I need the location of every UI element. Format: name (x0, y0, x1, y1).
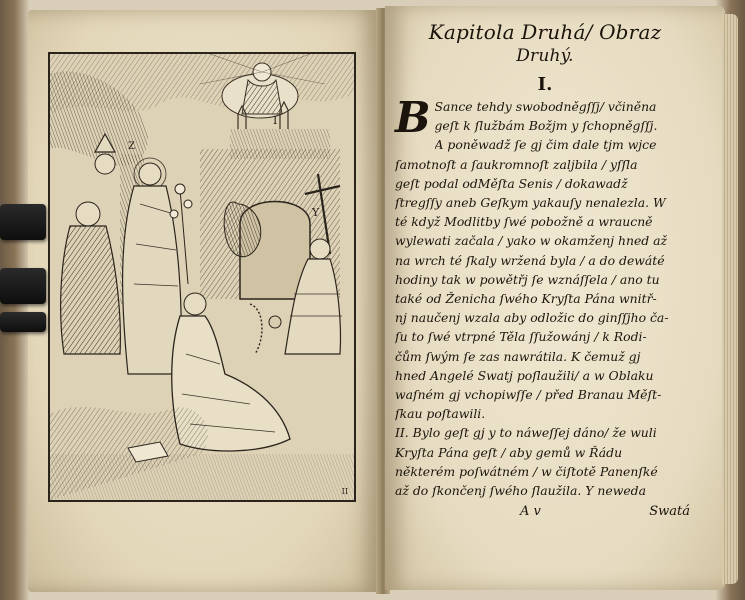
chapter-heading (395, 20, 695, 68)
section-number: I. (537, 74, 553, 95)
body-paragraph (395, 93, 695, 500)
chapter-title: Kapitola Druhá/ Obraz (428, 20, 662, 44)
signature-mark: A v (520, 504, 541, 519)
letter-i: I (273, 114, 278, 127)
chapter-text (395, 20, 695, 500)
letter-y: Y (312, 206, 320, 219)
text-line: hodiny tak w powětřj ſe wznáſſela / ano tu (395, 271, 660, 287)
text-line: nj naučenj wzala aby odložic do ginſſjho ča- (395, 310, 669, 326)
text-line: A poněwadž ſe gj čim dale tjm wjce (434, 137, 657, 153)
chapter-subtitle: Druhý. (516, 46, 574, 66)
binder-clip-icon (0, 204, 46, 240)
catchword: Swatá (649, 504, 690, 519)
text-line: geſt k ſlužbám Božjm y ſchopněgſſj. (434, 118, 658, 134)
text-line: geſt podal odMěſta Senis / dokawadž (395, 175, 628, 191)
plate-number: II (341, 487, 348, 496)
engraving-illustration (48, 52, 356, 502)
text-line: II. Bylo geſt gj y to náweſſej dáno/ že wuli (395, 425, 657, 441)
text-line: Sance tehdy swobodněgſſj/ včiněna (434, 99, 657, 114)
text-line: té když Modlitby ſwé pobožně a wraucně (395, 214, 653, 230)
text-line: čům ſwým ſe zas nawrátila. K čemuž gj (395, 348, 641, 364)
text-line: na wrch té ſkaly wržená byla / a do dewáté (395, 252, 665, 268)
text-line: ſtregſſy aneb Geſkym yakauſy nenalezla. W (395, 195, 666, 211)
text-line: ſu to ſwé vtrpné Těla ſſužowánj / k Rodi- (395, 329, 647, 345)
text-line: ſkau poſtawili. (395, 406, 486, 422)
engraving-artwork (50, 54, 354, 500)
letter-z: Z (128, 141, 135, 152)
text-line: také od Ženicha ſwého Kryſta Pána wnitř- (395, 291, 657, 307)
text-line: Kryſta Pána geſt / aby gemů w Řádu (395, 444, 623, 460)
text-line: waſném gj vchopiwſſe / před Branau Měſt- (395, 387, 662, 403)
page-edges (722, 14, 738, 584)
text-line: hned Angelé Swatj poſlaužili/ a w Oblaku (395, 367, 654, 383)
text-line: wylewati začala / yako w okamženj hned až (395, 233, 668, 249)
binder-clip-icon (0, 312, 46, 332)
text-line: ſamotnoſt a ſaukromnoſt zaljbila / yſſla (395, 156, 638, 172)
text-line: až do ſkončenj ſwého ſlaužila. Y neweda (395, 483, 646, 499)
dropcap-letter: B (395, 93, 431, 142)
text-line: některém poſwátném / w čiſtotě Panenſké (395, 463, 658, 479)
binder-clip-icon (0, 268, 46, 304)
